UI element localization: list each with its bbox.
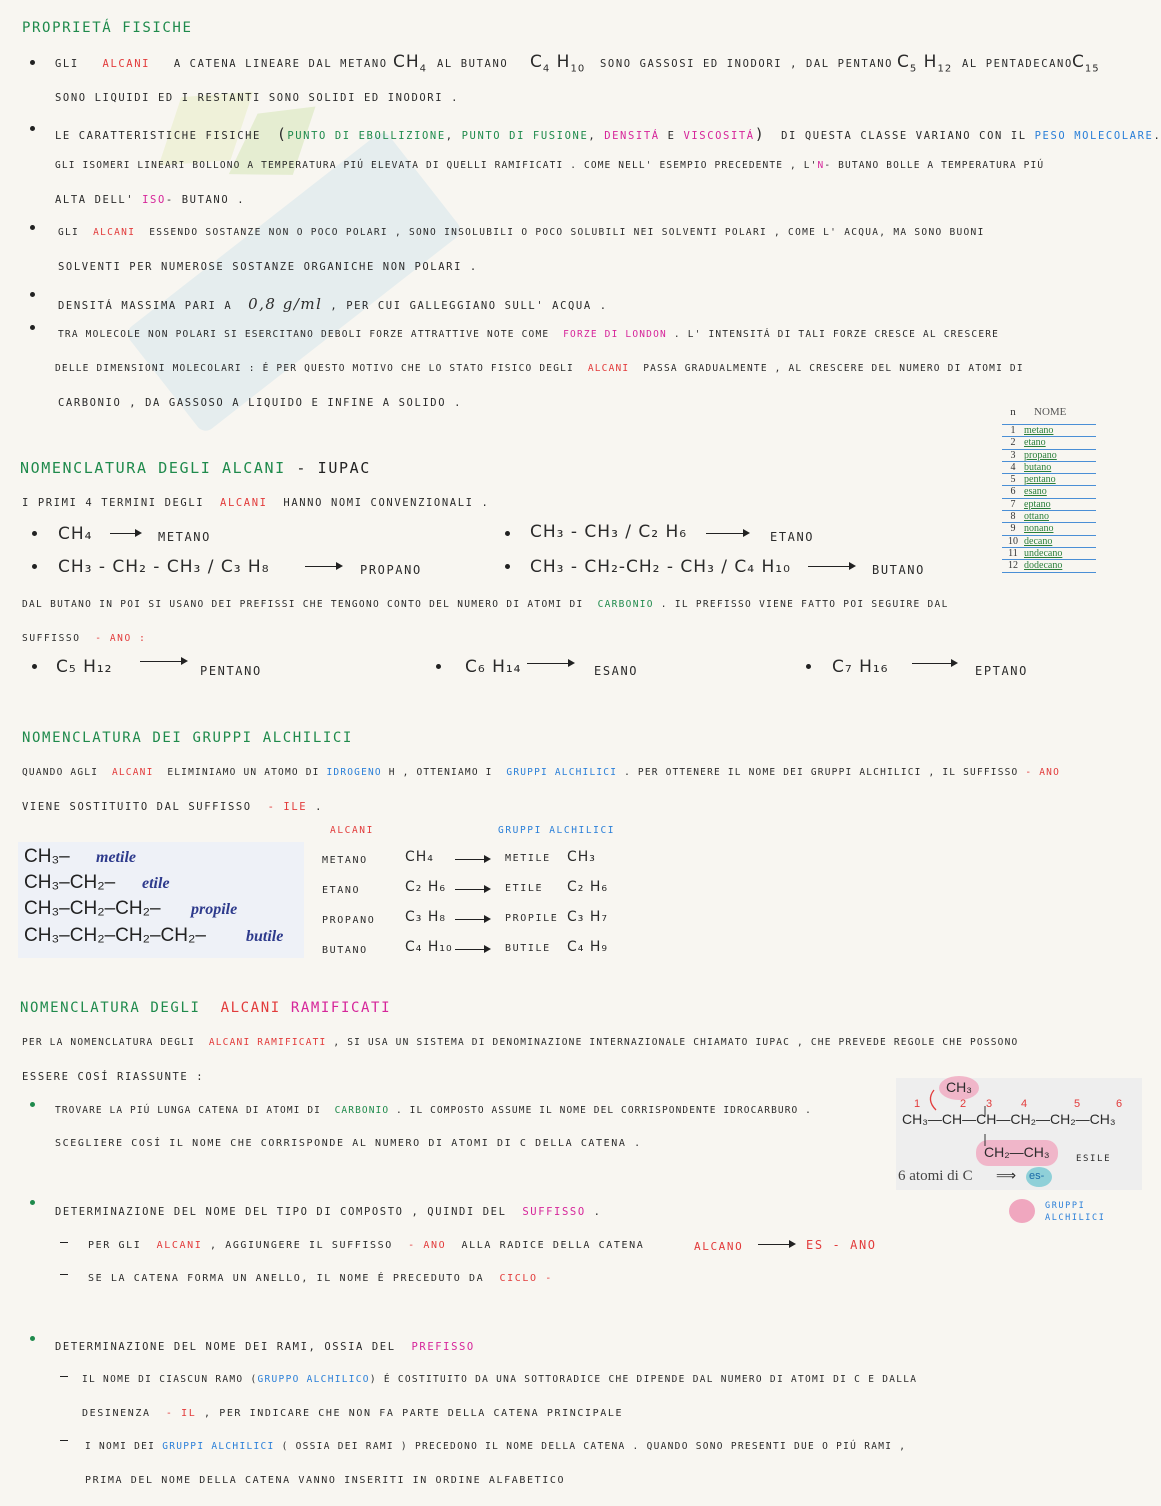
- bullet: [32, 564, 37, 569]
- alkane-formula: CH₄: [405, 849, 434, 865]
- alkyl-groups-image: [18, 842, 304, 958]
- table-cell-name: esano: [1024, 486, 1047, 498]
- arrow-icon: [808, 566, 854, 567]
- alkyl-formula: CH₃–CH₂–: [24, 872, 116, 893]
- paragraph-line: TROVARE LA PIÚ LUNGA CATENA DI ATOMI DI CARBONIO . IL COMPOSTO ASSUME IL NOME DEL CORRISPONDENTE IDROCARBURO .: [55, 1105, 812, 1116]
- table-cell-n: 8: [1010, 511, 1016, 523]
- paragraph-line: LE CARATTERISTICHE FISICHE (PUNTO DI EBOLLIZIONE, PUNTO DI FUSIONE, DENSITÁ E VISCOSITÁ) DI QUESTA CLASSE VARIANO CON IL PESO MOLECOLARE.: [55, 125, 1161, 143]
- alkyl-name: metile: [96, 849, 136, 866]
- table-row: [1002, 486, 1096, 498]
- chain-caption: 6 atomi di C: [898, 1168, 973, 1184]
- table-cell-name: dodecano: [1024, 560, 1063, 572]
- paragraph-line: PER LA NOMENCLATURA DEGLI ALCANI RAMIFICATI , SI USA UN SISTEMA DI DENOMINAZIONE INTERNAZIONALE CHIAMATO IUPAC , CHE PREVEDE REGOLE CHE POSSONO: [22, 1037, 1019, 1048]
- bullet: [30, 1336, 35, 1341]
- column-header-alcani: ALCANI: [330, 825, 374, 836]
- alkyl-formula: CH₃–CH₂–CH₂–: [24, 898, 161, 919]
- table-header-nome: NOME: [1034, 406, 1067, 418]
- paragraph-line: GLI ALCANI ESSENDO SOSTANZE NON O POCO POLARI , SONO INSOLUBILI O POCO SOLUBILI NEI SOLVENTI POLARI , COME L' ACQUA, MA SONO BUONI: [58, 227, 985, 238]
- branched-chain-diagram: [896, 1078, 1142, 1190]
- paragraph-line: DETERMINAZIONE DEL NOME DEL TIPO DI COMPOSTO , QUINDI DEL SUFFISSO .: [55, 1206, 602, 1218]
- section-title-gruppi-alchilici: NOMENCLATURA DEI GRUPPI ALCHILICI: [22, 730, 353, 746]
- paragraph-line: PRIMA DEL NOME DELLA CATENA VANNO INSERITI IN ORDINE ALFABETICO: [85, 1475, 566, 1486]
- table-cell-name: etano: [1024, 437, 1046, 449]
- table-header-n: n: [1010, 406, 1016, 418]
- paragraph-line: ESSERE COSÍ RIASSUNTE :: [22, 1071, 205, 1083]
- bullet: [505, 564, 510, 569]
- paragraph-text: SONO GASSOSI ED INODORI , DAL PENTANO: [600, 58, 894, 70]
- arrow-icon: [455, 859, 489, 860]
- compound-name: ETANO: [770, 530, 815, 544]
- alkyl-group-name: PROPILE: [505, 913, 559, 924]
- paragraph-line: DAL BUTANO IN POI SI USANO DEI PREFISSI CHE TENGONO CONTO DEL NUMERO DI ATOMI DI CARBONIO . IL PREFISSO VIENE FATTO POI SEGUIRE DAL: [22, 599, 949, 610]
- table-cell-n: 3: [1010, 449, 1016, 461]
- paragraph-line: I NOMI DEI GRUPPI ALCHILICI ( OSSIA DEI RAMI ) PRECEDONO IL NOME DELLA CATENA . QUANDO SONO PRESENTI DUE O PIÚ RAMI ,: [85, 1441, 907, 1452]
- paragraph-line: GLI ISOMERI LINEARI BOLLONO A TEMPERATURA PIÚ ELEVATA DI QUELLI RAMIFICATI . COME NELL' ESEMPIO PRECEDENTE , L'N- BUTANO BOLLE A TEMPERATURA PIÚ: [55, 160, 1045, 171]
- table-cell-n: 7: [1010, 498, 1016, 510]
- paragraph-line: SCEGLIERE COSÍ IL NOME CHE CORRISPONDE AL NUMERO DI ATOMI DI C DELLA CATENA .: [55, 1138, 642, 1149]
- paragraph-line: ALTA DELL' ISO- BUTANO .: [55, 194, 246, 206]
- chain-position-number: 3: [986, 1098, 993, 1110]
- alkane-name: BUTANO: [322, 945, 368, 956]
- bullet: [30, 1200, 35, 1205]
- alkyl-formula: CH₃–: [24, 846, 70, 867]
- table-row: [1002, 450, 1096, 462]
- table-row: [1002, 536, 1096, 548]
- table-cell-name: eptano: [1024, 498, 1051, 510]
- compound-name: METANO: [158, 530, 211, 544]
- table-cell-name: propano: [1024, 449, 1057, 461]
- alkyl-name: butile: [246, 928, 284, 945]
- compound-name: EPTANO: [975, 664, 1028, 678]
- arrow-icon: [455, 919, 489, 920]
- table-cell-name: ottano: [1024, 511, 1049, 523]
- chain-esile-label: ESILE: [1076, 1154, 1112, 1164]
- paragraph-line: VIENE SOSTITUITO DAL SUFFISSO - ILE .: [22, 801, 324, 813]
- chain-position-number: 5: [1074, 1098, 1081, 1110]
- alkane-names-table: [1002, 406, 1096, 573]
- arrow-icon: [140, 661, 186, 662]
- paragraph-line: DENSITÁ MASSIMA PARI A 0,8 g/ml , PER CUI GALLEGGIANO SULL' ACQUA .: [58, 295, 608, 313]
- arrow-icon: [527, 663, 573, 664]
- dash-bullet: [60, 1376, 68, 1377]
- table-row: [1002, 462, 1096, 474]
- alkyl-group-name: ETILE: [505, 883, 544, 894]
- arrow-icon: [912, 663, 956, 664]
- alkyl-group-name: BUTILE: [505, 943, 551, 954]
- arrow-icon: ⟹: [996, 1168, 1017, 1184]
- paragraph-line: SUFFISSO - ANO :: [22, 633, 147, 644]
- arrow-icon: [110, 533, 140, 534]
- alkyl-group-name: METILE: [505, 853, 551, 864]
- chain-position-number: 2: [960, 1098, 967, 1110]
- table-cell-n: 11: [1008, 547, 1018, 559]
- chain-main: CH₃—CH—CH—CH₂—CH₂—CH₃: [902, 1111, 1116, 1127]
- legend-label: GRUPPI ALCHILICI: [1045, 1201, 1106, 1223]
- formula-ch4: $CH_4$: [393, 52, 428, 75]
- formula: C₅ H₁₂: [56, 657, 113, 677]
- paragraph-line: PER GLI ALCANI , AGGIUNGERE IL SUFFISSO - ANO ALLA RADICE DELLA CATENA: [88, 1240, 645, 1251]
- paragraph-line: DETERMINAZIONE DEL NOME DEI RAMI, OSSIA DEL PREFISSO: [55, 1341, 475, 1353]
- alkyl-formula: CH₃–CH₂–CH₂–CH₂–: [24, 925, 206, 946]
- arrow-icon: [455, 949, 489, 950]
- formula: C₆ H₁₄: [465, 657, 522, 677]
- table-cell-n: 9: [1010, 523, 1016, 535]
- table-cell-n: 12: [1008, 560, 1018, 572]
- dash-bullet: [60, 1274, 68, 1275]
- table-row: [1002, 474, 1096, 486]
- alkane-name: METANO: [322, 855, 368, 866]
- section-title-proprieta: PROPRIETÁ FISICHE: [22, 20, 193, 36]
- paragraph-line: DESINENZA - IL , PER INDICARE CHE NON FA PARTE DELLA CATENA PRINCIPALE: [82, 1408, 624, 1419]
- table-row: [1002, 499, 1096, 511]
- chain-es-label: es-: [1029, 1170, 1045, 1182]
- bullet: [505, 531, 510, 536]
- alkyl-group-formula: CH₃: [567, 849, 596, 865]
- bullet: [806, 664, 811, 669]
- column-header-gruppi: GRUPPI ALCHILICI: [498, 825, 616, 836]
- chain-branch: CH₂—CH₃: [984, 1144, 1050, 1160]
- bullet: [32, 531, 37, 536]
- bullet: [30, 325, 35, 330]
- paragraph-line: CARBONIO , DA GASSOSO A LIQUIDO E INFINE A SOLIDO .: [58, 397, 462, 409]
- table-cell-n: 1: [1010, 425, 1016, 436]
- table-row: [1002, 437, 1096, 449]
- chain-position-number: 4: [1021, 1098, 1028, 1110]
- table-cell-n: 10: [1008, 535, 1018, 547]
- alkane-name: PROPANO: [322, 915, 376, 926]
- bullet: [30, 60, 35, 65]
- paragraph-line: GLI ALCANI A CATENA LINEARE DAL METANO: [55, 58, 388, 70]
- chain-position-number: 6: [1116, 1098, 1123, 1110]
- arrow-icon: [305, 566, 341, 567]
- formula: CH₄: [58, 524, 93, 544]
- compound-name: PROPANO: [360, 563, 422, 577]
- bullet: [30, 1102, 35, 1107]
- formula-c5h12: $C_5$ $H_{12}$: [897, 52, 953, 75]
- alkane-name: ETANO: [322, 885, 361, 896]
- bullet: [30, 225, 35, 230]
- compound-name: ESANO: [594, 664, 639, 678]
- table-cell-n: 5: [1010, 474, 1016, 486]
- table-cell-name: undecano: [1024, 547, 1063, 559]
- bullet: [30, 292, 35, 297]
- arrow-icon: [706, 533, 748, 534]
- table-cell-n: 6: [1010, 486, 1016, 498]
- table-cell-name: decano: [1024, 535, 1053, 547]
- arrow-icon: [758, 1244, 794, 1245]
- arrow-icon: [455, 889, 489, 890]
- alkyl-group-formula: C₂ H₆: [567, 879, 608, 895]
- bullet: [30, 126, 35, 131]
- alkane-formula: C₃ H₈: [405, 909, 446, 925]
- paragraph-text: AL BUTANO: [437, 58, 509, 70]
- formula: CH₃ - CH₂ - CH₃ / C₃ H₈: [58, 557, 270, 577]
- paragraph-line: TRA MOLECOLE NON POLARI SI ESERCITANO DEBOLI FORZE ATTRATTIVE NOTE COME FORZE DI LONDON . L' INTENSITÁ DI TALI FORZE CRESCE AL CRESCERE: [58, 329, 1000, 340]
- alkyl-name: propile: [191, 901, 238, 918]
- formula: CH₃ - CH₂-CH₂ - CH₃ / C₄ H₁₀: [530, 557, 791, 577]
- table-row: [1002, 560, 1096, 572]
- table-cell-n: 2: [1010, 437, 1016, 449]
- formula: CH₃ - CH₃ / C₂ H₆: [530, 522, 688, 542]
- chain-top-ch3: CH₃: [946, 1079, 972, 1095]
- paragraph-line: QUANDO AGLI ALCANI ELIMINIAMO UN ATOMO DI IDROGENO H , OTTENIAMO I GRUPPI ALCHILICI . PER OTTENERE IL NOME DEI GRUPPI ALCHILICI , IL SUFFISSO - ANO: [22, 767, 1061, 778]
- table-cell-n: 4: [1010, 461, 1016, 473]
- table-row: [1002, 523, 1096, 535]
- formula-c15: $C_{15}$: [1072, 52, 1100, 75]
- table-cell-name: pentano: [1024, 474, 1056, 486]
- compound-name: PENTANO: [200, 664, 262, 678]
- compound-name: BUTANO: [872, 563, 925, 577]
- table-cell-name: butano: [1024, 461, 1052, 473]
- bullet: [436, 664, 441, 669]
- table-cell-name: nonano: [1024, 523, 1054, 535]
- alkyl-group-formula: C₃ H₇: [567, 909, 608, 925]
- paragraph-line: IL NOME DI CIASCUN RAMO (GRUPPO ALCHILICO) É COSTITUITO DA UNA SOTTORADICE CHE DIPENDE DAL NUMERO DI ATOMI DI C E DALLA: [82, 1374, 918, 1385]
- alkane-formula: C₂ H₆: [405, 879, 446, 895]
- alkyl-name: etile: [142, 875, 170, 892]
- dash-bullet: [60, 1242, 68, 1243]
- paragraph-line: SOLVENTI PER NUMEROSE SOSTANZE ORGANICHE NON POLARI .: [58, 261, 478, 273]
- table-cell-name: metano: [1024, 425, 1054, 436]
- section-title-ramificati: NOMENCLATURA DEGLI ALCANI RAMIFICATI: [20, 1000, 392, 1016]
- paragraph-line: SONO LIQUIDI ED I RESTANTI SONO SOLIDI ED INODORI .: [55, 92, 459, 104]
- alkyl-group-formula: C₄ H₉: [567, 939, 608, 955]
- alkane-formula: C₄ H₁₀: [405, 939, 453, 955]
- dash-bullet: [60, 1440, 68, 1441]
- formula: C₇ H₁₆: [832, 657, 889, 677]
- legend-swatch: [1009, 1199, 1035, 1223]
- label-es-ano: ES - ANO: [806, 1238, 877, 1252]
- chain-position-number: 1: [914, 1098, 921, 1110]
- paragraph-line: I PRIMI 4 TERMINI DEGLI ALCANI HANNO NOMI CONVENZIONALI .: [22, 497, 490, 509]
- bullet: [32, 664, 37, 669]
- label-alcano: ALCANO: [694, 1240, 744, 1253]
- table-row: [1002, 511, 1096, 523]
- table-row: [1002, 425, 1096, 437]
- table-row: [1002, 548, 1096, 560]
- paragraph-line: DELLE DIMENSIONI MOLECOLARI : É PER QUESTO MOTIVO CHE LO STATO FISICO DEGLI ALCANI PASSA GRADUALMENTE , AL CRESCERE DEL NUMERO DI ATOMI DI: [55, 363, 1024, 374]
- formula-c4h10: $C_4$ $H_{10}$: [530, 52, 586, 75]
- section-title-nomenclatura: NOMENCLATURA DEGLI ALCANI - IUPAC: [20, 459, 371, 477]
- paragraph-text: AL PENTADECANO: [962, 58, 1073, 70]
- paragraph-line: SE LA CATENA FORMA UN ANELLO, IL NOME É PRECEDUTO DA CICLO -: [88, 1273, 553, 1284]
